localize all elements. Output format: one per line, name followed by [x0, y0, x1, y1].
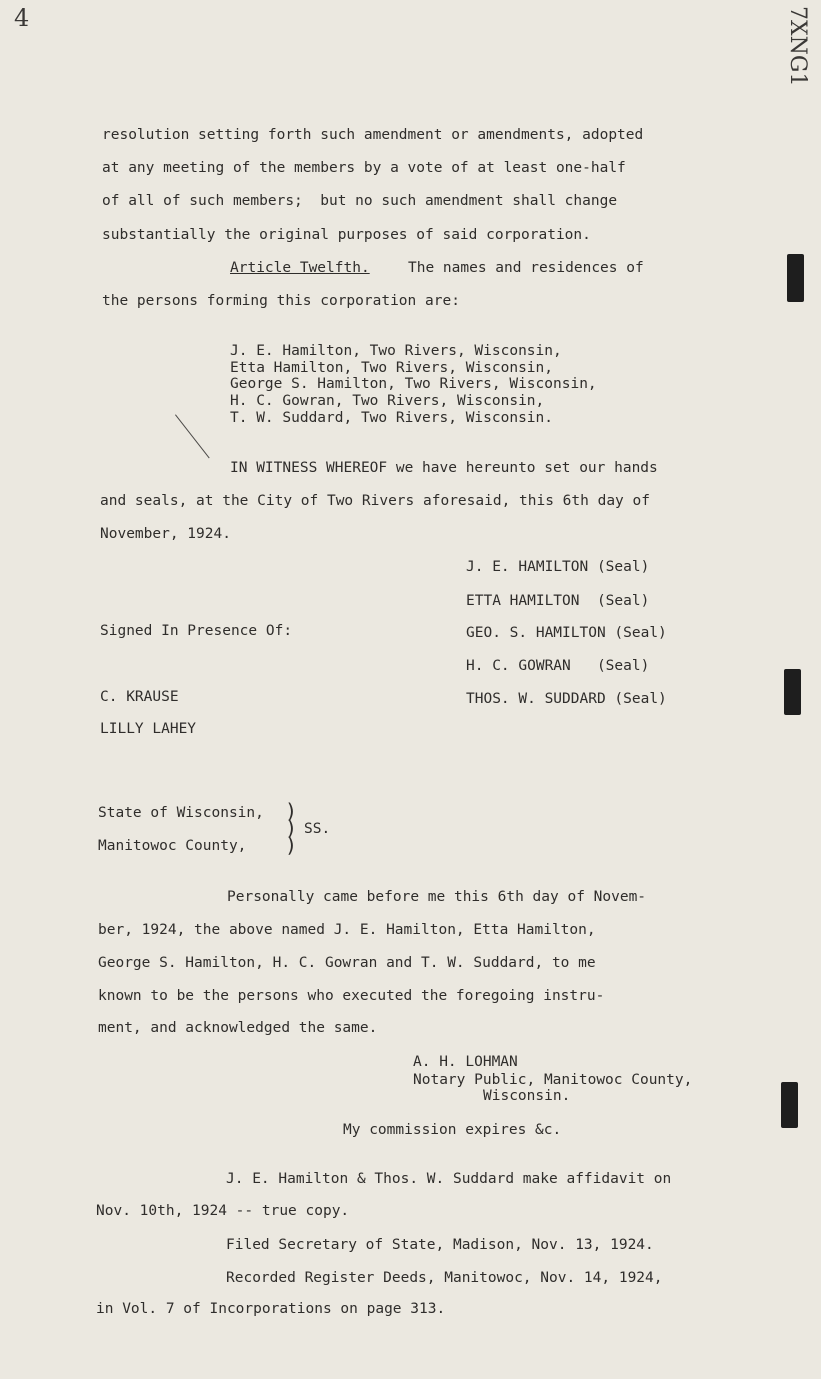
signature-4: H. C. GOWRAN (Seal): [466, 658, 650, 674]
punch-mark-1: [787, 254, 804, 302]
venue-bracket-middle: ): [285, 816, 298, 840]
presence-label: Signed In Presence Of:: [100, 623, 293, 639]
signature-1: J. E. HAMILTON (Seal): [466, 559, 650, 575]
venue-county: Manitowoc County,: [98, 838, 247, 854]
page-number: 4: [14, 4, 30, 32]
signature-3: GEO. S. HAMILTON (Seal): [466, 625, 667, 641]
amendment-line-4: substantially the original purposes of said corporation.: [102, 227, 591, 243]
venue-ss: SS.: [304, 821, 331, 837]
notary-title: Notary Public, Manitowoc County,: [413, 1072, 693, 1088]
acknowledgment-line-1: Personally came before me this 6th day of Novem-: [227, 889, 647, 905]
acknowledgment-line-5: ment, and acknowledged the same.: [98, 1020, 378, 1036]
notary-state: Wisconsin.: [483, 1088, 571, 1104]
article-text-2: the persons forming this corporation are:: [102, 293, 460, 309]
pen-stroke: [175, 414, 210, 458]
punch-mark-3: [781, 1082, 798, 1128]
witness-line-2: and seals, at the City of Two Rivers aforesaid, this 6th day of: [100, 493, 650, 509]
signature-5: THOS. W. SUDDARD (Seal): [466, 691, 667, 707]
person-2: Etta Hamilton, Two Rivers, Wisconsin,: [230, 360, 554, 376]
closing-line-2: Nov. 10th, 1924 -- true copy.: [96, 1203, 350, 1219]
article-text: The names and residences of: [408, 260, 644, 276]
acknowledgment-line-3: George S. Hamilton, H. C. Gowran and T. W. Suddard, to me: [98, 955, 596, 971]
punch-mark-2: [784, 669, 801, 715]
closing-line-3: Filed Secretary of State, Madison, Nov. 13, 1924.: [226, 1237, 654, 1253]
venue-state: State of Wisconsin,: [98, 805, 264, 821]
amendment-line-1: resolution setting forth such amendment or amendments, adopted: [102, 127, 644, 143]
witness-signature-2: LILLY LAHEY: [100, 721, 197, 737]
amendment-line-2: at any meeting of the members by a vote of at least one-half: [102, 160, 626, 176]
acknowledgment-line-4: known to be the persons who executed the foregoing instru-: [98, 988, 605, 1004]
notary-name: A. H. LOHMAN: [413, 1054, 518, 1070]
venue-bracket-bottom: ): [285, 833, 298, 857]
person-3: George S. Hamilton, Two Rivers, Wisconsin,: [230, 376, 597, 392]
closing-line-1: J. E. Hamilton & Thos. W. Suddard make affidavit on: [226, 1171, 672, 1187]
article-heading: Article Twelfth.: [230, 260, 370, 276]
witness-line-3: November, 1924.: [100, 526, 231, 542]
witness-line-1: IN WITNESS WHEREOF we have hereunto set our hands: [230, 460, 658, 476]
acknowledgment-line-2: ber, 1924, the above named J. E. Hamilton, Etta Hamilton,: [98, 922, 596, 938]
venue-bracket-top: ): [285, 799, 298, 823]
amendment-line-3: of all of such members; but no such amendment shall change: [102, 193, 618, 209]
closing-line-4: Recorded Register Deeds, Manitowoc, Nov. 14, 1924,: [226, 1270, 663, 1286]
witness-signature-1: C. KRAUSE: [100, 689, 179, 705]
archive-stamp: 7XNG1: [785, 6, 810, 87]
commission-expiry: My commission expires &c.: [343, 1122, 562, 1138]
signature-2: ETTA HAMILTON (Seal): [466, 593, 650, 609]
person-1: J. E. Hamilton, Two Rivers, Wisconsin,: [230, 343, 562, 359]
person-4: H. C. Gowran, Two Rivers, Wisconsin,: [230, 393, 545, 409]
closing-line-5: in Vol. 7 of Incorporations on page 313.: [96, 1301, 446, 1317]
person-5: T. W. Suddard, Two Rivers, Wisconsin.: [230, 410, 554, 426]
